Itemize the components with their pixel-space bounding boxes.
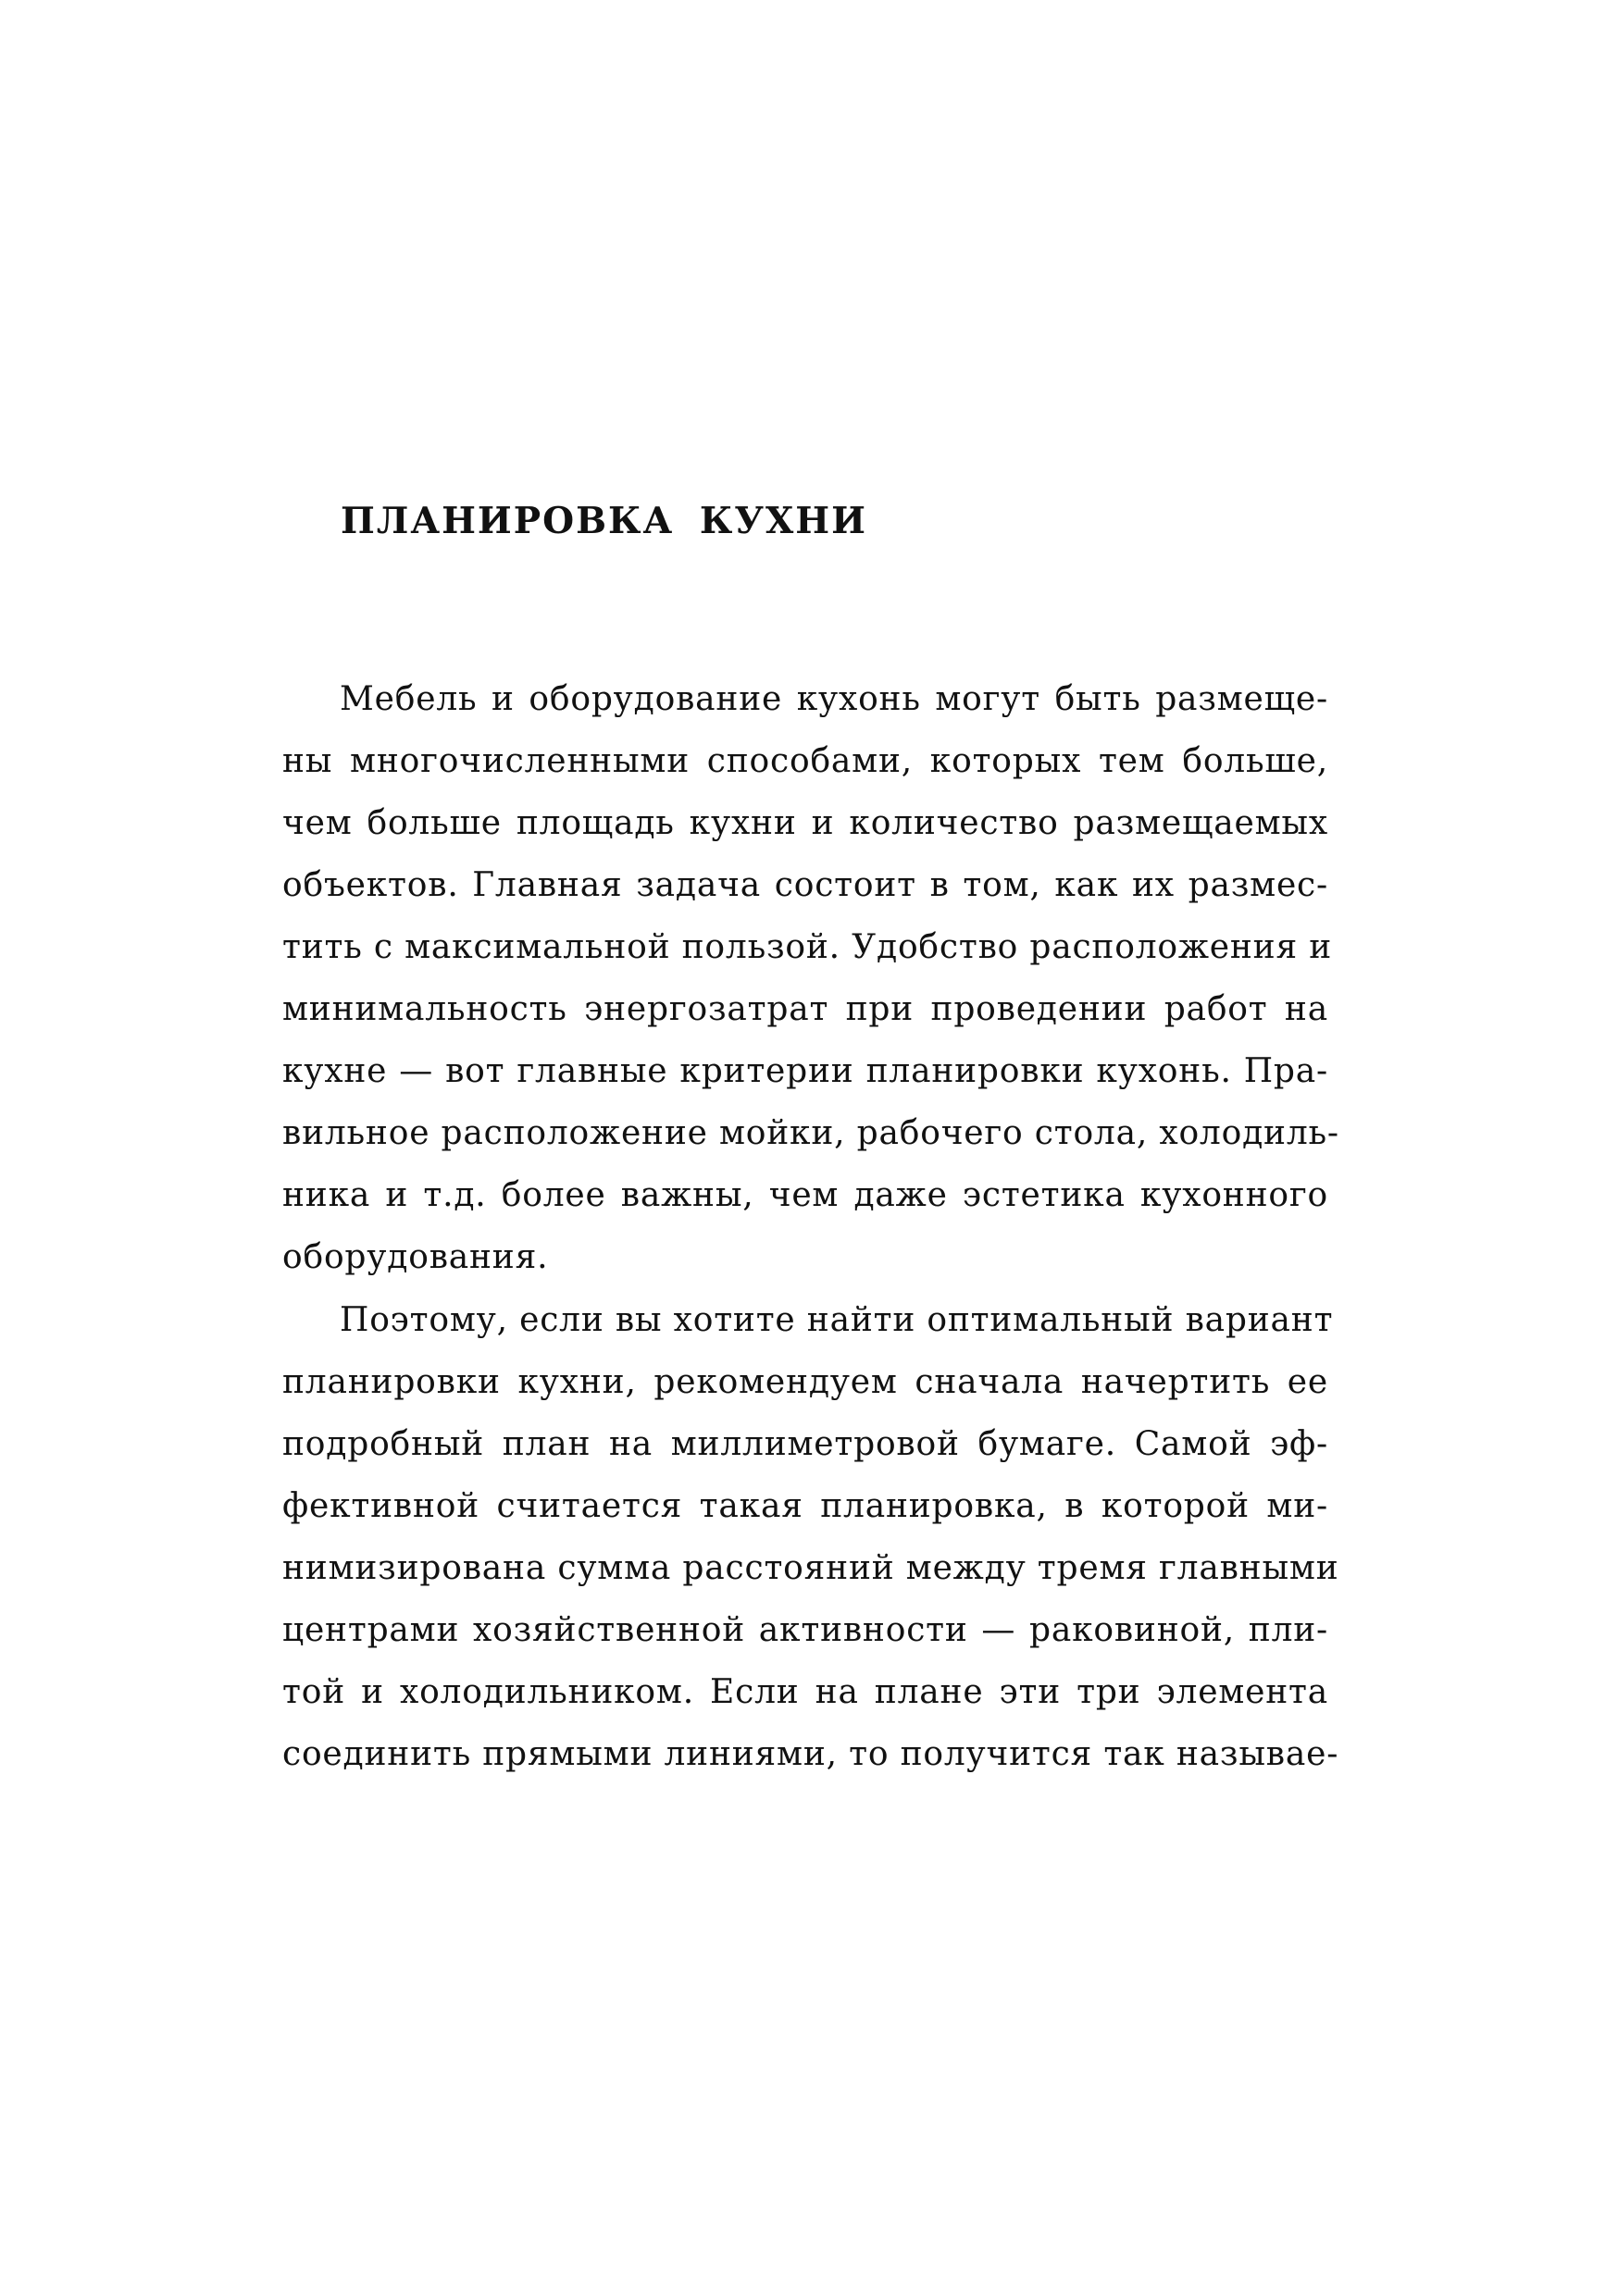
text-line: минимальность энергозатрат при проведении работ на [282,990,1328,1028]
text-line: ника и т.д. более важны, чем даже эстетика кухонного [282,1176,1328,1214]
text-line: Поэтому, если вы хотите найти оптимальный вариант [340,1301,1334,1339]
text-line: объектов. Главная задача состоит в том, как их размес- [282,866,1328,904]
text-line: подробный план на миллиметровой бумаге. Самой эф- [282,1425,1328,1463]
text-line: оборудования. [282,1238,549,1276]
text-line: Мебель и оборудование кухонь могут быть размеще- [340,680,1328,718]
text-line: кухне — вот главные критерии планировки кухонь. Пра- [282,1052,1328,1090]
paragraph-2 [282,1289,1339,1785]
chapter-title: ПЛАНИРОВКА КУХНИ [341,500,867,542]
text-line: чем больше площадь кухни и количество размещаемых [282,804,1328,842]
text-line: планировки кухни, рекомендуем сначала начертить ее [282,1363,1328,1401]
text-line: фективной считается такая планировка, в которой ми- [282,1487,1328,1525]
text-line: ны многочисленными способами, которых тем больше, [282,742,1328,780]
text-line: центрами хозяйственной активности — раковиной, пли- [282,1611,1328,1649]
text-line: вильное расположение мойки, рабочего стола, холодиль- [282,1114,1339,1152]
text-line: соединить прямыми линиями, то получится так называе- [282,1735,1339,1773]
text-line: тить с максимальной пользой. Удобство расположения и [282,928,1332,966]
text-line: той и холодильником. Если на плане эти три элемента [282,1673,1328,1711]
paragraph-1 [282,668,1339,1288]
body-text [282,668,1339,1785]
text-line: нимизирована сумма расстояний между тремя главными [282,1549,1339,1587]
